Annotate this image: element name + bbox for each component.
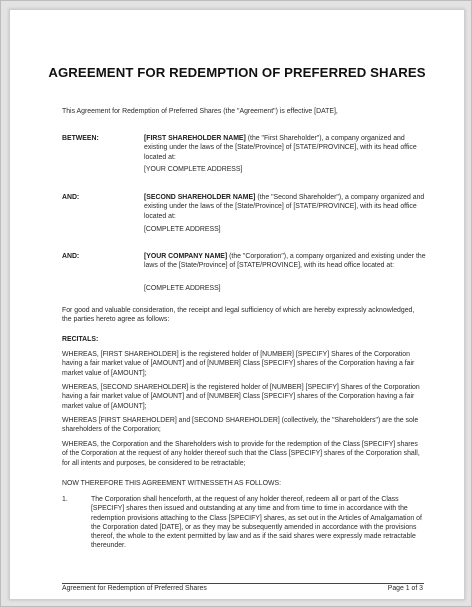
party-description: (the "Second Shareholder"), a company organized and existing under the laws of the [State/Province] of [STATE/PROVINCE], with its head office located at: [144, 194, 425, 220]
footer-page-number: Page 1 of 3 [387, 585, 423, 592]
party-description: (the "Corporation"), a company organized and existing under the laws of the [State/Province] of [STATE/PROVINCE], with its head office located at: [144, 253, 426, 270]
recital-paragraph: WHEREAS, [FIRST SHAREHOLDER] is the registered holder of [NUMBER] [SPECIFY] Shares of the Corporation having a fair market value of [AMOUNT] and of [NUMBER] Class [SPECIFY] shares of the Corporation having a fair market value of [AMOUNT]; [62, 351, 415, 377]
party-address: [COMPLETE ADDRESS] [144, 285, 221, 292]
footer-divider [62, 583, 424, 584]
party-label-between: BETWEEN: [62, 135, 99, 142]
document-title: AGREEMENT FOR REDEMPTION OF PREFERRED SHARES [48, 65, 426, 80]
consideration-paragraph: For good and valuable consideration, the receipt and legal sufficiency of which are hereby expressly acknowledged, the parties hereto agree as follows: [62, 307, 415, 324]
recital-paragraph: WHEREAS [FIRST SHAREHOLDER] and [SECOND SHAREHOLDER] (collectively, the "Shareholders") are the sole shareholders of the Corporation; [62, 417, 419, 434]
party-name: [SECOND SHAREHOLDER NAME] [144, 194, 256, 201]
party-description: (the "First Shareholder"), a company organized and existing under the laws of the [State/Province] of [STATE/PROVINCE], with its head office located at: [144, 135, 417, 161]
party-first-shareholder [144, 134, 426, 162]
party-name: [FIRST SHAREHOLDER NAME] [144, 135, 246, 142]
witnesseth-line: NOW THEREFORE THIS AGREEMENT WITNESSETH AS FOLLOWS: [62, 480, 281, 487]
party-address: [COMPLETE ADDRESS] [144, 226, 221, 233]
party-label-and: AND: [62, 194, 80, 201]
intro-paragraph: This Agreement for Redemption of Preferred Shares (the "Agreement") is effective [DATE], [62, 108, 338, 115]
clause-text: The Corporation shall henceforth, at the request of any holder thereof, redeem all or part of the Class [SPECIFY] shares then issued and outstanding at any time and from time to time in accordance with the redemption provisions attaching to the Class [SPECIFY] shares, as set out in the Articles of Amalgamation of the Corporation dated [DATE], or as they may be subsequently amended in accordance with the provisions thereof, the whole to the extent permitted by law and as if the said shares were expressly made retractable thereunder. [91, 496, 422, 550]
party-second-shareholder [144, 193, 426, 221]
recital-paragraph: WHEREAS, [SECOND SHAREHOLDER] is the registered holder of [NUMBER] [SPECIFY] Shares of the Corporation having a fair market value of [AMOUNT] and of [NUMBER] Class [SPECIFY] shares of the Corporation having a fair market value of [AMOUNT]; [62, 384, 420, 410]
party-label-and: AND: [62, 253, 80, 260]
party-name: [YOUR COMPANY NAME] [144, 253, 228, 260]
party-corporation [144, 252, 426, 271]
clause-number: 1. [62, 496, 68, 503]
footer-document-name: Agreement for Redemption of Preferred Shares [62, 585, 207, 592]
recitals-heading: RECITALS: [62, 336, 99, 343]
recital-paragraph: WHEREAS, the Corporation and the Shareholders wish to provide for the redemption of the Class [SPECIFY] shares of the Corporation at the request of any holder thereof such that the Class [SPECIFY] shares of the Corporation shall, for all intents and purposes, be considered to be retractable; [62, 441, 420, 467]
document-page [9, 9, 465, 600]
party-address: [YOUR COMPLETE ADDRESS] [144, 166, 243, 173]
